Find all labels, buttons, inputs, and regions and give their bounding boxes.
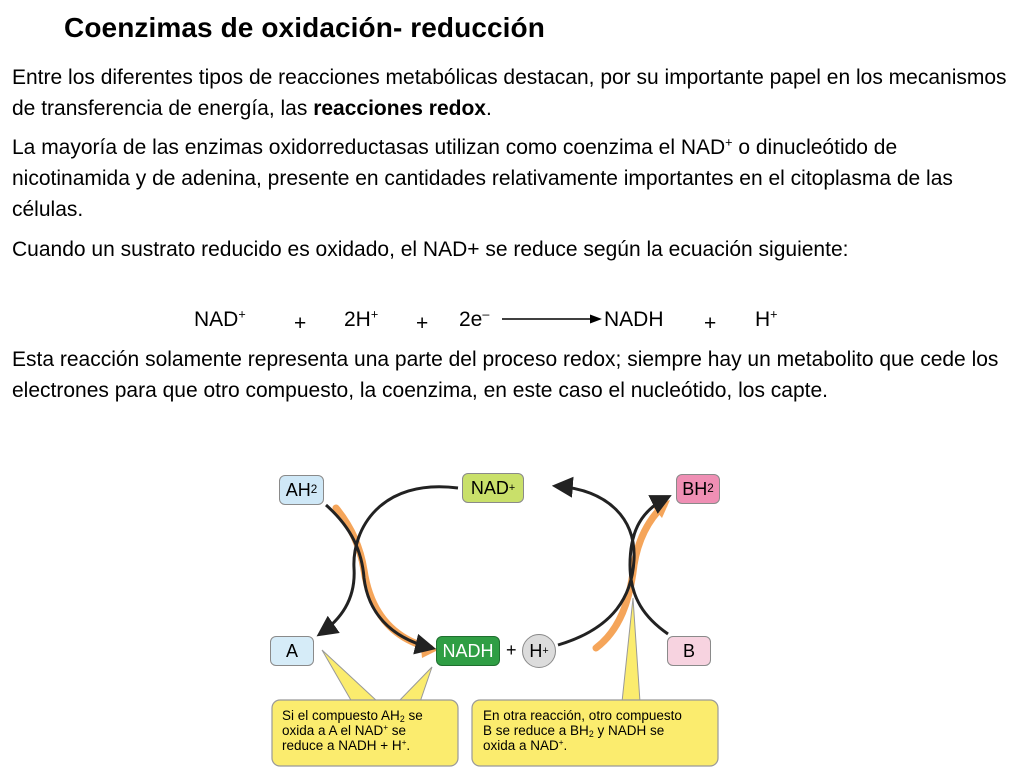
arrow-nadh-to-nad bbox=[556, 486, 634, 645]
callout-left-line-3 bbox=[282, 738, 423, 753]
callout-left-l3a: reduce a NADH + H bbox=[282, 738, 402, 753]
callout-left-l2b: se bbox=[388, 723, 407, 738]
node-a: A bbox=[270, 636, 314, 666]
paragraph-nad-a: La mayoría de las enzimas oxidorreductasas utilizan como coenzima el NAD bbox=[12, 136, 726, 159]
callout-right-line-3 bbox=[483, 738, 682, 753]
callout-left-pointer bbox=[322, 650, 378, 702]
callout-right-l3sup: + bbox=[558, 738, 564, 748]
node-h-plus: H + bbox=[522, 634, 556, 668]
node-b: B bbox=[667, 636, 711, 666]
paragraph-intro-bold: reacciones redox bbox=[313, 97, 486, 120]
callout-left-line-2 bbox=[282, 723, 423, 738]
callout-left-l2a: oxida a A el NAD bbox=[282, 723, 384, 738]
callout-right-line-2 bbox=[483, 723, 682, 738]
paragraph-intro-end: . bbox=[485, 97, 492, 120]
arrow-ah2-to-nadh bbox=[326, 505, 432, 648]
orange-arrow-left bbox=[336, 508, 430, 648]
callout-left-pointer-2 bbox=[398, 667, 432, 702]
paragraph-intro-text: Entre los diferentes tipos de reacciones metabólicas destacan, por su importante papel en los mecanismos de transferencia de energía, las bbox=[12, 66, 1007, 120]
eq-h-base: H bbox=[755, 308, 771, 331]
callout-right-l3a: oxida a NAD bbox=[483, 738, 559, 753]
callout-left-l3sup: + bbox=[401, 738, 407, 748]
node-ah2: AH 2 bbox=[279, 475, 324, 505]
node-ah2-base: AH bbox=[285, 479, 311, 500]
callout-right-l2b: y NADH se bbox=[593, 723, 665, 738]
callout-right-line-1: En otra reacción, otro compuesto bbox=[483, 708, 682, 723]
eq-plus-2: + bbox=[416, 312, 429, 335]
node-nad-plus: NAD + bbox=[462, 473, 524, 503]
eq-nad-base: NAD bbox=[194, 308, 239, 331]
callout-right-l2a: B se reduce a BH bbox=[483, 723, 589, 738]
callout-left-l2sup: + bbox=[383, 723, 389, 733]
node-nad-base: NAD bbox=[470, 477, 509, 498]
eq-2e-base: 2e bbox=[459, 308, 483, 331]
eq-2h-sup: + bbox=[370, 307, 379, 322]
node-bh2-base: BH bbox=[682, 478, 708, 499]
node-nadh: NADH bbox=[436, 636, 500, 666]
paragraph-nad-b: o dinucleótido de nicotinamida y de adenina, presente en cantidades relativamente importantes en el citoplasma de las células. bbox=[12, 136, 953, 221]
eq-nadh: NADH bbox=[604, 308, 664, 331]
callout-left-l1b: se bbox=[404, 708, 423, 723]
callout-right-l3b: . bbox=[563, 738, 568, 753]
paragraph-nad-sup: + bbox=[725, 135, 733, 150]
page-title: Coenzimas de oxidación- reducción bbox=[64, 12, 545, 43]
eq-nad-sup: + bbox=[238, 307, 246, 322]
callout-left-l3b: . bbox=[406, 738, 411, 753]
eq-2h-base: 2H bbox=[344, 308, 371, 331]
node-bh2: BH 2 bbox=[676, 474, 720, 504]
callout-left-line-1 bbox=[282, 708, 423, 723]
eq-plus-3: + bbox=[704, 312, 717, 335]
node-plus: + bbox=[506, 640, 517, 660]
eq-h-sup: + bbox=[770, 307, 778, 322]
callout-left-l1sub: 2 bbox=[399, 714, 405, 725]
callout-right-text bbox=[483, 708, 682, 753]
eq-2e-sup: – bbox=[482, 307, 490, 322]
callout-right-l2sub: 2 bbox=[588, 729, 594, 740]
callout-left-l1a: Si el compuesto AH bbox=[282, 708, 400, 723]
callout-left-text bbox=[282, 708, 423, 753]
paragraph-substrate: Cuando un sustrato reducido es oxidado, el NAD+ se reduce según la ecuación siguiente: bbox=[12, 238, 849, 261]
paragraph-redox: Esta reacción solamente representa una parte del proceso redox; siempre hay un metabolito que cede los electrones para que otro compuesto, la coenzima, en este caso el nucleótido, los capte. bbox=[12, 348, 999, 402]
eq-plus-1: + bbox=[294, 312, 307, 335]
node-h-base: H bbox=[529, 640, 543, 661]
